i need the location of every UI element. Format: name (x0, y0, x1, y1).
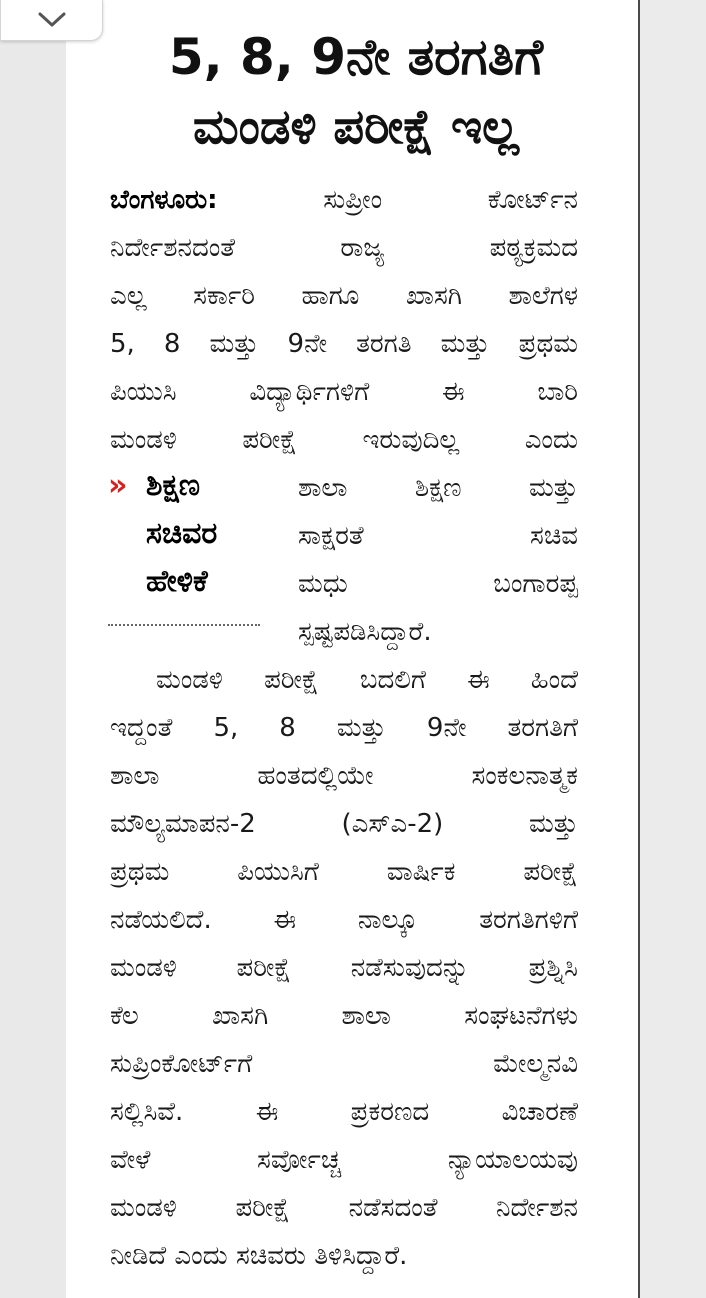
lead-line: ಮಂಡಳಿ ಪರೀಕ್ಷೆ ಇರುವುದಿಲ್ಲ ಎಂದು (110, 425, 578, 455)
lead-line: ನಿರ್ದೇಶನದಂತೆ ರಾಜ್ಯ ಪಠ್ಯಕ್ರಮದ (110, 233, 578, 263)
body-line: ಮಂಡಳಿ ಪರೀಕ್ಷೆ ನಡೆಸದಂತೆ ನಿರ್ದೇಶನ (110, 1193, 578, 1223)
sidebar-heading-line: ಹೇಳಿಕೆ (146, 564, 208, 599)
dateline: ಬೆಂಗಳೂರು: (110, 185, 218, 215)
right-margin (640, 0, 706, 1298)
collapse-toggle-button[interactable] (0, 0, 103, 41)
body-line: ಸುಪ್ರಿಂಕೋರ್ಟ್‌ಗೆ ಮೇಲ್ಮನವಿ (110, 1049, 578, 1079)
body-line: ಕೆಲ ಖಾಸಗಿ ಶಾಲಾ ಸಂಘಟನೆಗಳು (110, 1001, 578, 1031)
body-line: ನೀಡಿದೆ ಎಂದು ಸಚಿವರು ತಿಳಿಸಿದ್ದಾರೆ. (110, 1241, 408, 1271)
body-line: ನಡೆಯಲಿದೆ. ಈ ನಾಲ್ಕೂ ತರಗತಿಗಳಿಗೆ (110, 905, 578, 935)
beside-line: ಶಾಲಾ ಶಿಕ್ಷಣ ಮತ್ತು (298, 473, 578, 503)
beside-line: ಸ್ಪಷ್ಟಪಡಿಸಿದ್ದಾರೆ. (298, 617, 432, 647)
sidebar-heading-line: ಸಚಿವರ (146, 516, 218, 551)
body-line: ಪ್ರಥಮ ಪಿಯುಸಿಗೆ ವಾರ್ಷಿಕ ಪರೀಕ್ಷೆ (110, 857, 578, 887)
headline-line-2: ಮಂಡಳಿ ಪರೀಕ್ಷೆ ಇಲ್ಲ (193, 99, 519, 155)
sidebar-heading (110, 462, 280, 606)
body-line: ಮಂಡಳಿ ಪರೀಕ್ಷೆ ನಡೆಸುವುದನ್ನು ಪ್ರಶ್ನಿಸಿ (110, 953, 578, 983)
chevron-down-icon (37, 11, 67, 29)
lead-line: ಬೆಂಗಳೂರು: ಸುಪ್ರೀಂ ಕೋರ್ಟ್‌ನ (110, 185, 578, 215)
beside-line: ಸಾಕ್ಷರತೆ ಸಚಿವ (298, 521, 578, 551)
sidebar-heading-line: ಶಿಕ್ಷಣ (146, 468, 200, 503)
body-line: ವೇಳೆ ಸರ್ವೋಚ್ಚ ನ್ಯಾಯಾಲಯವು (110, 1145, 578, 1175)
headline-line-1: 5, 8, 9ನೇ ತರಗತಿಗೆ (168, 28, 544, 86)
body-line: ಮಂಡಳಿ ಪರೀಕ್ಷೆ ಬದಲಿಗೆ ಈ ಹಿಂದೆ (156, 665, 578, 695)
left-margin (0, 0, 66, 1298)
news-clipping (66, 0, 640, 1298)
lead-line: 5, 8 ಮತ್ತು 9ನೇ ತರಗತಿ ಮತ್ತು ಪ್ರಥಮ (110, 329, 578, 359)
beside-line: ಮಧು ಬಂಗಾರಪ್ಪ (298, 569, 578, 599)
body-line: ಇದ್ದಂತೆ 5, 8 ಮತ್ತು 9ನೇ ತರಗತಿಗೆ (110, 713, 578, 743)
body-line: ಶಾಲಾ ಹಂತದಲ್ಲಿಯೇ ಸಂಕಲನಾತ್ಮಕ (110, 761, 578, 791)
chevron-right-marker-icon: » (108, 468, 128, 503)
body-line: ಮೌಲ್ಯಮಾಪನ-2 (ಎಸ್‌ಎ-2) ಮತ್ತು (110, 809, 578, 839)
dotted-divider (108, 624, 260, 626)
lead-line: ಪಿಯುಸಿ ವಿದ್ಯಾರ್ಥಿಗಳಿಗೆ ಈ ಬಾರಿ (110, 377, 578, 407)
body-line: ಸಲ್ಲಿಸಿವೆ. ಈ ಪ್ರಕರಣದ ವಿಚಾರಣೆ (110, 1097, 578, 1127)
lead-line: ಎಲ್ಲ ಸರ್ಕಾರಿ ಹಾಗೂ ಖಾಸಗಿ ಶಾಲೆಗಳ (110, 281, 578, 311)
